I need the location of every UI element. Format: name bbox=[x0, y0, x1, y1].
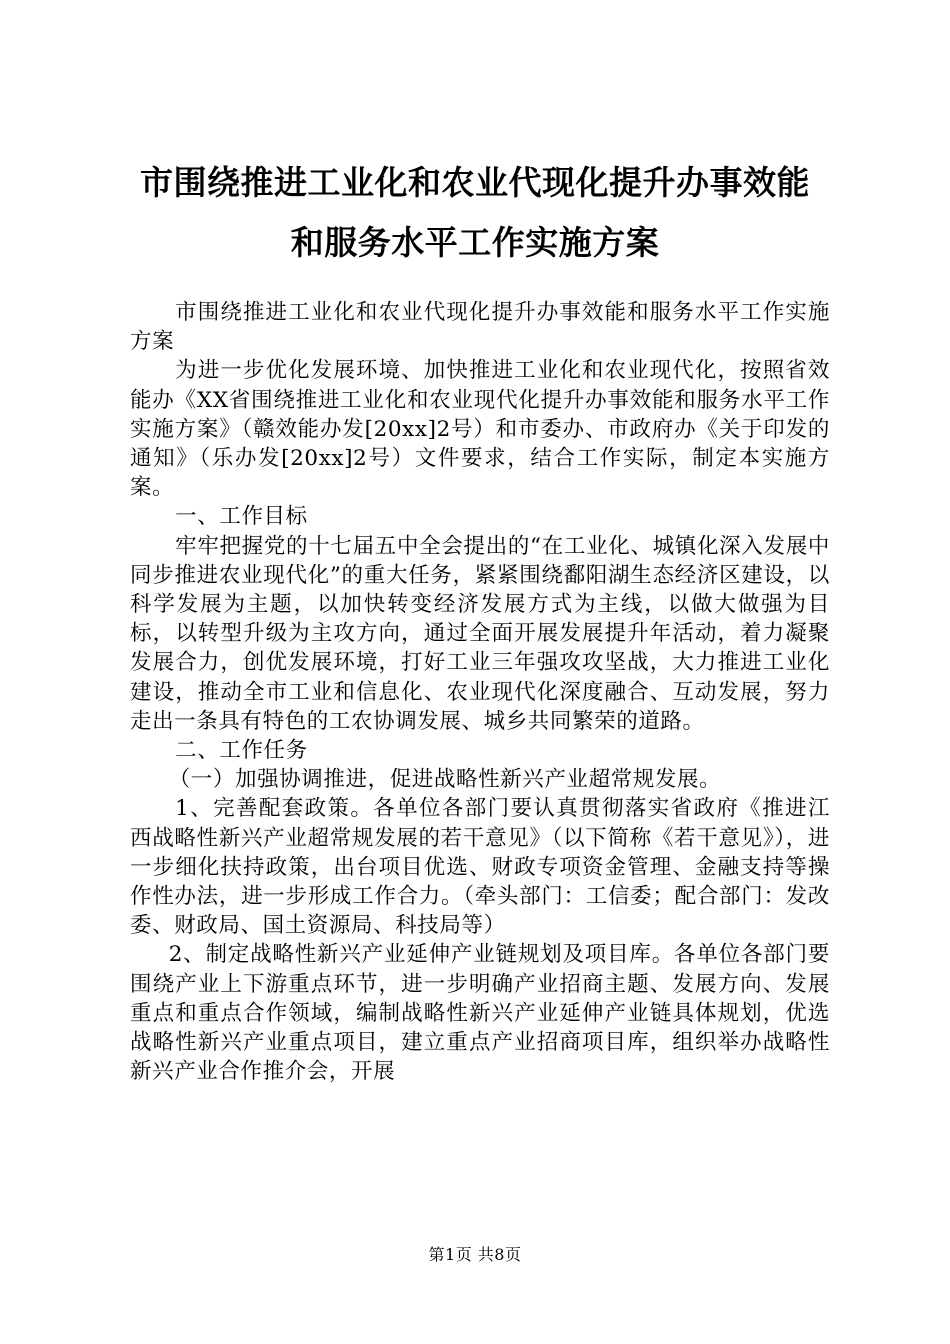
paragraph-subtitle: 市围绕推进工业化和农业代现化提升办事效能和服务水平工作实施方案 bbox=[130, 300, 830, 355]
subsection-heading-1: （一）加强协调推进，促进战略性新兴产业超常规发展。 bbox=[168, 767, 722, 793]
paragraph-task-1: 1、完善配套政策。各单位各部门要认真贯彻落实省政府《推进江西战略性新兴产业超常规发展的若干意见》（以下简称《若干意见》），进一步细化扶持政策，出台项目优选、财政专项资金管理、金融支持等操作性办法，进一步形成工作合力。（牵头部门：工信委；配合部门：发改委、财政局、国土资源局、科技局等） bbox=[130, 796, 830, 939]
paragraph-goals: 牢牢把握党的十七届五中全会提出的“在工业化、城镇化深入发展中同步推进农业现代化”的重大任务，紧紧围绕鄱阳湖生态经济区建设，以科学发展为主题，以加快转变经济发展方式为主线，以做大做强为目标，以转型升级为主攻方向，通过全面开展发展提升年活动，着力凝聚发展合力，创优发展环境，打好工业三年强攻攻坚战，大力推进工业化建设，推动全市工业和信息化、农业现代化深度融合、互动发展，努力走出一条具有特色的工农协调发展、城乡共同繁荣的道路。 bbox=[130, 533, 830, 734]
page-number-footer: 第1页 共8页 bbox=[428, 1245, 522, 1264]
document-title-line-2: 和服务水平工作实施方案 bbox=[290, 223, 660, 262]
document-title-line-1: 市围绕推进工业化和农业代现化提升办事效能 bbox=[140, 163, 810, 202]
section-heading-tasks: 二、工作任务 bbox=[175, 738, 308, 764]
paragraph-intro: 为进一步优化发展环境、加快推进工业化和农业现代化，按照省效能办《XX省围绕推进工业化和农业现代化提升办事效能和服务水平工作实施方案》（赣效能办发[20xx]2号）和市委办、市政府办《关于印发的通知》（乐办发[20xx]2号）文件要求，结合工作实际，制定本实施方案。 bbox=[130, 358, 830, 501]
section-heading-goals: 一、工作目标 bbox=[175, 504, 308, 530]
document-body bbox=[130, 298, 830, 1086]
paragraph-task-2: 2、制定战略性新兴产业延伸产业链规划及项目库。各单位各部门要围绕产业上下游重点环节，进一步明确产业招商主题、发展方向、发展重点和重点合作领域，编制战略性新兴产业延伸产业链具体规划，优选战略性新兴产业重点项目，建立重点产业招商项目库，组织举办战略性新兴产业合作推介会，开展 bbox=[130, 942, 830, 1085]
